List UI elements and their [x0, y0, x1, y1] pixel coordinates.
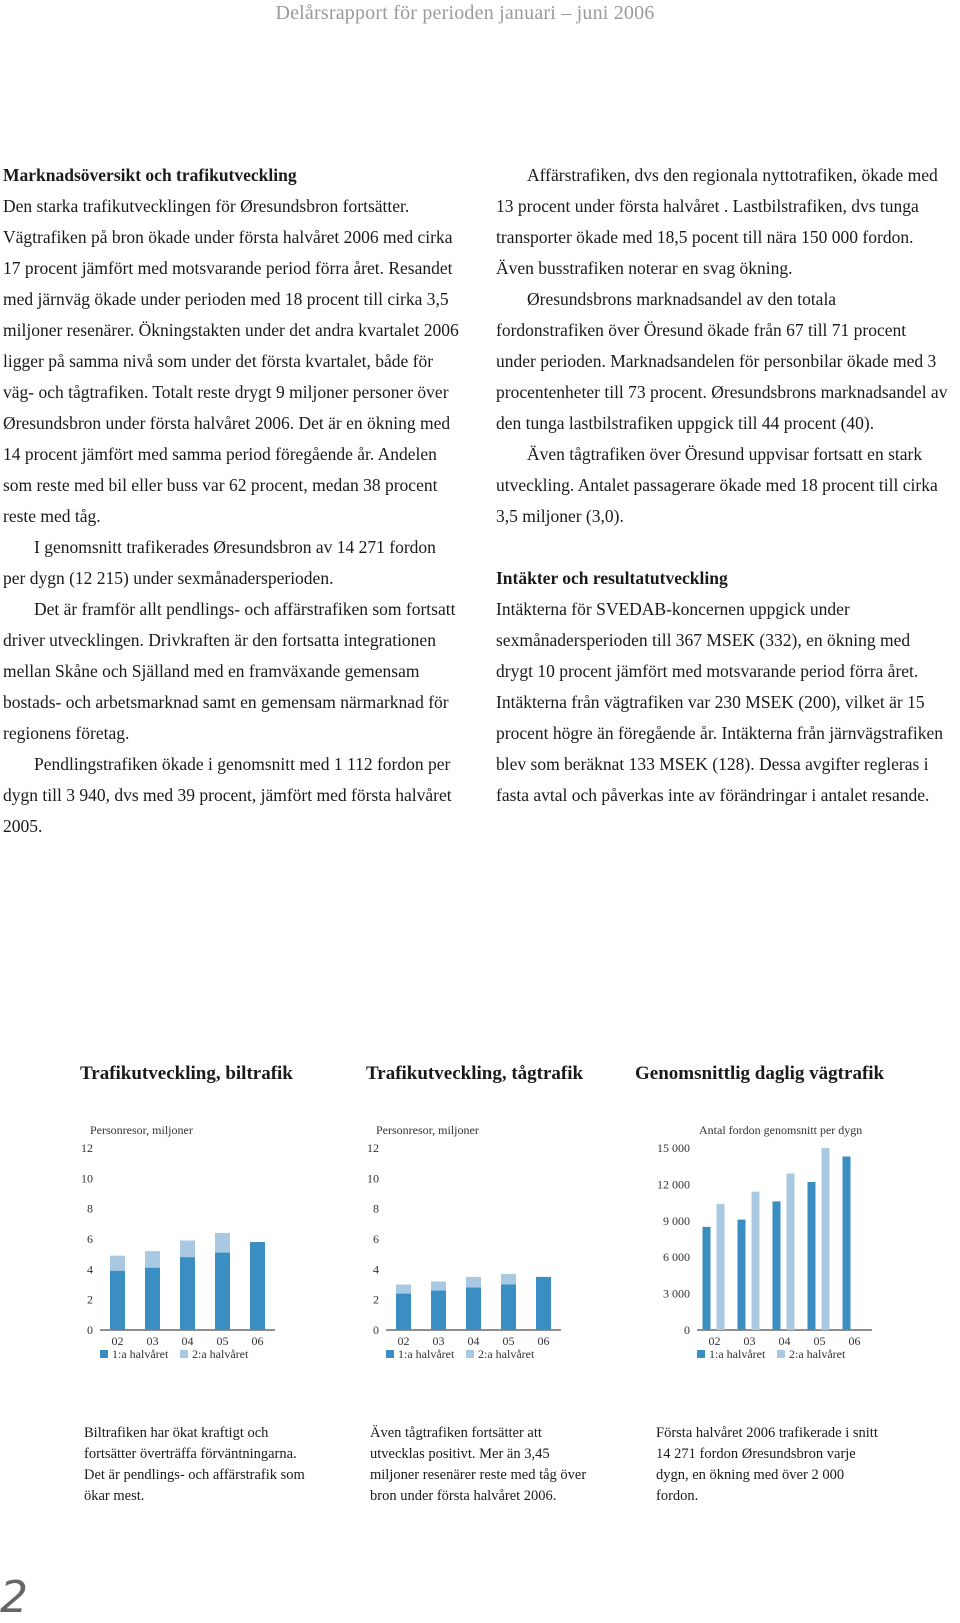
bar-h1-05	[501, 1285, 516, 1331]
bar-h1-02	[396, 1294, 411, 1330]
y-tick-label: 0	[87, 1323, 93, 1337]
y-axis-label: Personresor, miljoner	[90, 1123, 193, 1137]
page-number: 2	[0, 1572, 28, 1623]
paragraph: Även tågtrafiken över Öresund uppvisar fortsatt en stark utveckling. Antalet passagerare ökade med 18 procent till cirka 3,5 miljoner (3,0).	[496, 444, 938, 526]
legend-swatch-h1	[100, 1350, 108, 1358]
y-tick-label: 4	[87, 1262, 93, 1277]
legend-swatch-h1	[697, 1350, 705, 1358]
running-title: Delårsrapport för perioden januari – juni 2006	[275, 2, 655, 24]
bar-h1-03	[738, 1220, 746, 1330]
paragraph: Den starka trafikutvecklingen för Øresundsbron fortsätter. Vägtrafiken på bron ökade under första halvåret 2006 med cirka 17 procent jämfört med motsvarande period förra året. Resandet med järnväg ökade under perioden med 18 procent till cirka 3,5 miljoner resenärer. Ökningstakten under det andra kvartalet 2006 ligger på samma nivå som under det första kvartalet, både för väg- och tågtrafiken. Totalt reste drygt 9 miljoner personer över Øresundsbron under första halvåret 2006. Det är en ökning med 14 procent jämfört med samma period föregående år. Andelen som reste med bil eller buss var 62 procent, medan 38 procent reste med tåg.	[3, 196, 459, 526]
x-tick-label: 04	[181, 1334, 194, 1348]
y-tick-label: 6	[87, 1232, 93, 1246]
x-tick-label: 03	[432, 1334, 445, 1348]
y-tick-label: 10	[367, 1171, 379, 1186]
y-tick-label: 6	[373, 1232, 379, 1246]
paragraph: I genomsnitt trafikerades Øresundsbron av 14 271 fordon per dygn (12 215) under sexmånadersperioden.	[3, 537, 436, 588]
paragraph: Intäkterna för SVEDAB-koncernen uppgick under sexmånadersperioden till 367 MSEK (332), en ökning med drygt 10 procent jämfört med motsvarande period förra året. Intäkterna från vägtrafiken var 230 MSEK (200), vilket är 15 procent högre än föregående år. Intäkterna från järnvägstrafiken blev som beräknat 133 MSEK (128). Dessa avgifter regleras i fasta avtal och påverkas inte av förändringar i antalet resande.	[496, 599, 943, 805]
bar-h1-06	[843, 1156, 851, 1330]
x-tick-label: 06	[848, 1334, 861, 1348]
y-tick-label: 10	[81, 1171, 93, 1186]
x-tick-label: 03	[743, 1334, 756, 1348]
x-tick-label: 05	[502, 1334, 515, 1348]
y-tick-label: 0	[684, 1323, 690, 1337]
x-tick-label: 02	[708, 1334, 721, 1348]
y-tick-label: 4	[373, 1262, 379, 1277]
legend-label-h1: 1:a halvåret	[398, 1347, 455, 1361]
y-tick-label: 12	[367, 1141, 379, 1155]
chart-caption-train-traffic: Även tågtrafiken fortsätter att utvecklas positivt. Mer än 3,45 miljoner resenärer reste med tåg över bron under första halvåret 2006.	[370, 1425, 587, 1504]
bar-h1-06	[536, 1277, 551, 1330]
legend-swatch-h2	[180, 1350, 188, 1358]
y-tick-label: 8	[87, 1201, 93, 1216]
x-tick-label: 05	[216, 1334, 229, 1348]
paragraph: Pendlingstrafiken ökade i genomsnitt med 1 112 fordon per dygn till 3 940, dvs med 39 procent, jämfört med första halvåret 2005.	[3, 754, 452, 836]
x-tick-label: 05	[813, 1334, 826, 1348]
bar-h2-02	[717, 1204, 725, 1330]
right-text-column	[496, 160, 948, 811]
bar-h2-04	[787, 1173, 795, 1330]
legend-swatch-h2	[777, 1350, 785, 1358]
chart-caption-car-traffic: Biltrafiken har ökat kraftigt och fortsätter överträffa förväntningarna. Det är pendlings- och affärstrafik som ökar mest.	[84, 1425, 305, 1504]
y-axis-label: Antal fordon genomsnitt per dygn	[699, 1123, 863, 1137]
x-tick-label: 02	[111, 1334, 124, 1348]
x-tick-label: 04	[467, 1334, 480, 1348]
y-tick-label: 15 000	[657, 1141, 690, 1155]
chart-title-daily-road-traffic: Genomsnittlig daglig vägtrafik	[635, 1063, 885, 1084]
x-tick-label: 02	[397, 1334, 410, 1348]
chart-title-car-traffic: Trafikutveckling, biltrafik	[80, 1063, 293, 1084]
bar-h1-04	[773, 1201, 781, 1330]
chart-daily-road-traffic	[652, 1123, 892, 1420]
bar-h2-05	[822, 1148, 830, 1330]
chart-title-train-traffic: Trafikutveckling, tågtrafik	[366, 1063, 584, 1084]
bar-h1-05	[808, 1182, 816, 1330]
bar-h1-03	[145, 1268, 160, 1330]
bar-h1-02	[703, 1227, 711, 1330]
x-tick-label: 06	[537, 1334, 550, 1348]
legend-label-h2: 2:a halvåret	[789, 1347, 846, 1361]
x-tick-label: 04	[778, 1334, 791, 1348]
y-tick-label: 2	[373, 1292, 379, 1307]
legend-label-h2: 2:a halvåret	[478, 1347, 535, 1361]
y-tick-label: 2	[87, 1292, 93, 1307]
y-tick-label: 9 000	[663, 1213, 690, 1228]
chart-caption-daily-road-traffic: Första halvåret 2006 trafikerade i snitt 14 271 fordon Øresundsbron varje dygn, en ökning med över 2 000 fordon.	[656, 1425, 878, 1504]
chart-train-traffic	[366, 1123, 606, 1420]
bar-h1-03	[431, 1291, 446, 1330]
y-tick-label: 6 000	[663, 1250, 690, 1265]
bar-h1-05	[215, 1253, 230, 1330]
paragraph: Øresundsbrons marknadsandel av den totala fordonstrafiken över Öresund ökade från 67 till 71 procent under perioden. Marknadsandelen för personbilar ökade med 3 procentenheter till 73 procent. Øresundsbrons marknadsandel av den tunga lastbilstrafiken uppgick till 44 procent (40).	[496, 289, 948, 433]
left-text-column	[3, 160, 461, 842]
y-tick-label: 3 000	[663, 1286, 690, 1301]
legend-label-h2: 2:a halvåret	[192, 1347, 249, 1361]
y-tick-label: 0	[373, 1323, 379, 1337]
section-heading-revenue: Intäkter och resultatutveckling	[496, 568, 728, 588]
bar-h1-04	[180, 1257, 195, 1330]
y-axis-label: Personresor, miljoner	[376, 1123, 479, 1137]
y-tick-label: 8	[373, 1201, 379, 1216]
section-heading-market: Marknadsöversikt och trafikutveckling	[3, 165, 297, 185]
legend-label-h1: 1:a halvåret	[709, 1347, 766, 1361]
y-tick-label: 12 000	[657, 1177, 690, 1192]
legend-swatch-h2	[466, 1350, 474, 1358]
chart-car-traffic	[80, 1123, 320, 1420]
legend-swatch-h1	[386, 1350, 394, 1358]
x-tick-label: 06	[251, 1334, 264, 1348]
paragraph: Det är framför allt pendlings- och affärstrafiken som fortsatt driver utvecklingen. Drivkraften är den fortsatta integrationen mellan Skåne och Själland med en framväxande gemensam bostads- och arbetsmarknad samt en gemensam närmarknad för regionens företag.	[3, 599, 456, 743]
legend-label-h1: 1:a halvåret	[112, 1347, 169, 1361]
paragraph: Affärstrafiken, dvs den regionala nyttotrafiken, ökade med 13 procent under första halvåret . Lastbilstrafiken, dvs tunga transporter ökade med 18,5 pocent till nära 150 000 fordon. Även busstrafiken noterar en svag ökning.	[496, 165, 938, 278]
x-tick-label: 03	[146, 1334, 159, 1348]
bar-h1-06	[250, 1242, 265, 1330]
y-tick-label: 12	[81, 1141, 93, 1155]
bar-h2-03	[752, 1192, 760, 1330]
bar-h1-02	[110, 1271, 125, 1330]
bar-h1-04	[466, 1288, 481, 1330]
